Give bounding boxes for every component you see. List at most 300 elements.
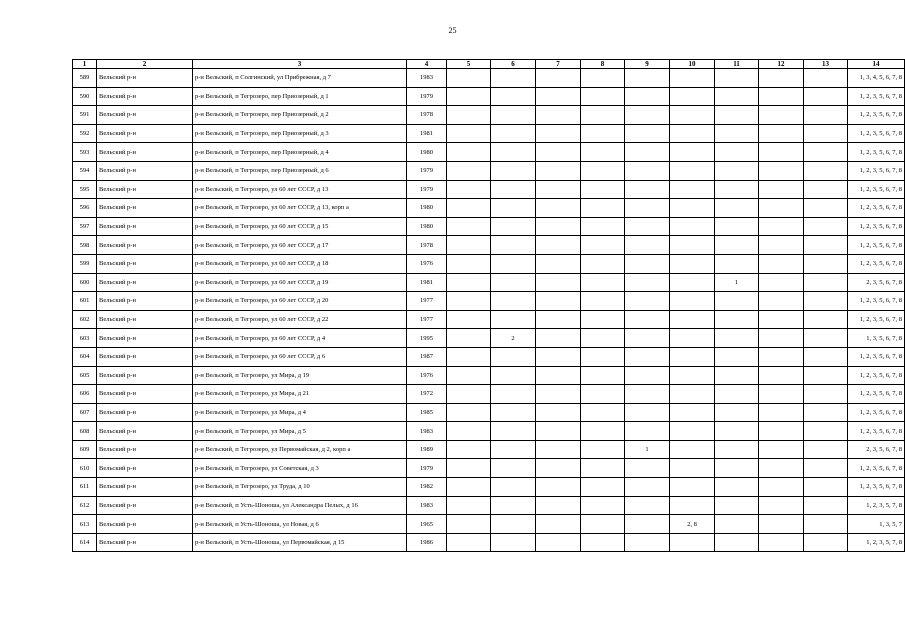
cell-row-number: 589 xyxy=(73,69,97,88)
cell-col-13 xyxy=(804,292,848,311)
cell-col-9 xyxy=(625,515,670,534)
cell-district: Вельский р-н xyxy=(97,292,193,311)
cell-col-12 xyxy=(759,292,804,311)
cell-col-8 xyxy=(581,329,625,348)
table-row xyxy=(73,440,905,459)
cell-col-9 xyxy=(625,124,670,143)
cell-col-11 xyxy=(715,199,759,218)
cell-col-9 xyxy=(625,533,670,552)
cell-year: 1995 xyxy=(407,329,447,348)
table-row xyxy=(73,124,905,143)
cell-district: Вельский р-н xyxy=(97,478,193,497)
cell-col-14: 1, 2, 3, 5, 6, 7, 8 xyxy=(848,87,905,106)
cell-col-9 xyxy=(625,254,670,273)
cell-col-7 xyxy=(536,459,581,478)
cell-col-11 xyxy=(715,459,759,478)
cell-col-10 xyxy=(670,292,715,311)
table-row xyxy=(73,69,905,88)
table-row xyxy=(73,106,905,125)
table-row xyxy=(73,87,905,106)
cell-col-12 xyxy=(759,143,804,162)
cell-year: 1977 xyxy=(407,310,447,329)
cell-year: 1979 xyxy=(407,87,447,106)
cell-district: Вельский р-н xyxy=(97,533,193,552)
cell-col-10 xyxy=(670,87,715,106)
cell-year: 1981 xyxy=(407,273,447,292)
table-row xyxy=(73,273,905,292)
cell-col-7 xyxy=(536,422,581,441)
cell-address: р-н Вельский, п Тегрозеро, ул Мира, д 19 xyxy=(193,366,407,385)
cell-col-7 xyxy=(536,329,581,348)
cell-col-5 xyxy=(447,459,491,478)
cell-address: р-н Вельский, п Тегрозеро, ул 60 лет СССР, д 17 xyxy=(193,236,407,255)
cell-row-number: 608 xyxy=(73,422,97,441)
cell-col-13 xyxy=(804,124,848,143)
cell-col-9 xyxy=(625,180,670,199)
table-row xyxy=(73,254,905,273)
cell-col-9 xyxy=(625,217,670,236)
cell-col-14: 1, 2, 3, 5, 6, 7, 8 xyxy=(848,422,905,441)
table-row xyxy=(73,292,905,311)
cell-col-10 xyxy=(670,385,715,404)
cell-row-number: 599 xyxy=(73,254,97,273)
cell-col-13 xyxy=(804,496,848,515)
cell-col-6 xyxy=(491,292,536,311)
cell-col-8 xyxy=(581,385,625,404)
cell-col-9 xyxy=(625,496,670,515)
cell-year: 1979 xyxy=(407,180,447,199)
cell-col-5 xyxy=(447,69,491,88)
cell-district: Вельский р-н xyxy=(97,161,193,180)
cell-col-13 xyxy=(804,385,848,404)
cell-district: Вельский р-н xyxy=(97,440,193,459)
cell-col-12 xyxy=(759,236,804,255)
cell-col-11 xyxy=(715,440,759,459)
cell-row-number: 601 xyxy=(73,292,97,311)
cell-col-8 xyxy=(581,236,625,255)
table-row xyxy=(73,515,905,534)
table-row xyxy=(73,199,905,218)
cell-district: Вельский р-н xyxy=(97,236,193,255)
cell-year: 1979 xyxy=(407,459,447,478)
cell-col-13 xyxy=(804,69,848,88)
cell-col-9 xyxy=(625,478,670,497)
cell-col-8 xyxy=(581,87,625,106)
cell-col-6 xyxy=(491,515,536,534)
cell-col-11 xyxy=(715,310,759,329)
table-row xyxy=(73,180,905,199)
cell-col-12 xyxy=(759,533,804,552)
cell-col-7 xyxy=(536,161,581,180)
cell-col-11 xyxy=(715,254,759,273)
table-body xyxy=(73,69,905,552)
cell-col-7 xyxy=(536,515,581,534)
cell-col-13 xyxy=(804,161,848,180)
cell-col-10 xyxy=(670,478,715,497)
cell-col-5 xyxy=(447,217,491,236)
cell-year: 1965 xyxy=(407,515,447,534)
cell-row-number: 607 xyxy=(73,403,97,422)
cell-address: р-н Вельский, п Тегрозеро, ул Мира, д 21 xyxy=(193,385,407,404)
cell-col-11 xyxy=(715,236,759,255)
cell-col-11 xyxy=(715,161,759,180)
cell-col-14: 1, 2, 3, 5, 6, 7, 8 xyxy=(848,143,905,162)
cell-col-6 xyxy=(491,236,536,255)
cell-col-13 xyxy=(804,366,848,385)
cell-col-14: 1, 2, 3, 5, 6, 7, 8 xyxy=(848,180,905,199)
cell-row-number: 590 xyxy=(73,87,97,106)
cell-col-5 xyxy=(447,87,491,106)
cell-col-7 xyxy=(536,236,581,255)
cell-col-10 xyxy=(670,124,715,143)
cell-row-number: 602 xyxy=(73,310,97,329)
cell-col-10 xyxy=(670,440,715,459)
cell-district: Вельский р-н xyxy=(97,422,193,441)
cell-col-11 xyxy=(715,533,759,552)
cell-col-11 xyxy=(715,422,759,441)
cell-col-14: 1, 2, 3, 5, 7, 8 xyxy=(848,496,905,515)
cell-col-13 xyxy=(804,106,848,125)
cell-district: Вельский р-н xyxy=(97,273,193,292)
cell-district: Вельский р-н xyxy=(97,366,193,385)
cell-col-14: 1, 2, 3, 5, 6, 7, 8 xyxy=(848,366,905,385)
cell-col-11 xyxy=(715,478,759,497)
cell-col-12 xyxy=(759,217,804,236)
column-header-1: 1 xyxy=(73,60,97,69)
cell-district: Вельский р-н xyxy=(97,385,193,404)
cell-col-14: 1, 2, 3, 5, 6, 7, 8 xyxy=(848,403,905,422)
cell-col-7 xyxy=(536,217,581,236)
cell-col-14: 1, 2, 3, 5, 6, 7, 8 xyxy=(848,217,905,236)
cell-col-5 xyxy=(447,478,491,497)
table-row xyxy=(73,496,905,515)
cell-address: р-н Вельский, п Тегрозеро, ул 60 лет СССР, д 19 xyxy=(193,273,407,292)
table-row xyxy=(73,347,905,366)
cell-col-14: 1, 3, 5, 7 xyxy=(848,515,905,534)
table-row xyxy=(73,422,905,441)
cell-col-9 xyxy=(625,69,670,88)
cell-col-5 xyxy=(447,366,491,385)
cell-year: 1982 xyxy=(407,478,447,497)
cell-year: 1989 xyxy=(407,440,447,459)
cell-col-7 xyxy=(536,69,581,88)
cell-row-number: 604 xyxy=(73,347,97,366)
cell-address: р-н Вельский, п Тегрозеро, ул 60 лет СССР, д 20 xyxy=(193,292,407,311)
cell-col-11 xyxy=(715,347,759,366)
cell-district: Вельский р-н xyxy=(97,403,193,422)
cell-col-7 xyxy=(536,124,581,143)
cell-col-5 xyxy=(447,199,491,218)
table-row xyxy=(73,217,905,236)
cell-col-9 xyxy=(625,106,670,125)
cell-col-11: 1 xyxy=(715,273,759,292)
cell-district: Вельский р-н xyxy=(97,310,193,329)
table-row xyxy=(73,478,905,497)
cell-col-13 xyxy=(804,515,848,534)
cell-district: Вельский р-н xyxy=(97,143,193,162)
cell-col-13 xyxy=(804,310,848,329)
cell-col-7 xyxy=(536,180,581,199)
cell-col-12 xyxy=(759,459,804,478)
cell-row-number: 614 xyxy=(73,533,97,552)
cell-col-6 xyxy=(491,496,536,515)
column-header-8: 8 xyxy=(581,60,625,69)
cell-col-10 xyxy=(670,422,715,441)
cell-col-6 xyxy=(491,310,536,329)
cell-col-8 xyxy=(581,161,625,180)
cell-year: 1979 xyxy=(407,161,447,180)
cell-col-12 xyxy=(759,422,804,441)
cell-year: 1976 xyxy=(407,366,447,385)
cell-col-14: 2, 3, 5, 6, 7, 8 xyxy=(848,440,905,459)
cell-col-6 xyxy=(491,217,536,236)
cell-row-number: 609 xyxy=(73,440,97,459)
cell-col-8 xyxy=(581,69,625,88)
column-header-13: 13 xyxy=(804,60,848,69)
cell-col-14: 1, 2, 3, 5, 6, 7, 8 xyxy=(848,254,905,273)
cell-col-6 xyxy=(491,385,536,404)
cell-district: Вельский р-н xyxy=(97,124,193,143)
cell-col-7 xyxy=(536,254,581,273)
cell-col-7 xyxy=(536,106,581,125)
cell-col-6 xyxy=(491,347,536,366)
cell-col-12 xyxy=(759,515,804,534)
data-table xyxy=(72,59,905,552)
cell-col-5 xyxy=(447,347,491,366)
cell-district: Вельский р-н xyxy=(97,496,193,515)
cell-col-12 xyxy=(759,254,804,273)
cell-col-10 xyxy=(670,254,715,273)
cell-col-11 xyxy=(715,292,759,311)
cell-col-8 xyxy=(581,199,625,218)
cell-col-13 xyxy=(804,199,848,218)
cell-col-9 xyxy=(625,385,670,404)
table-row xyxy=(73,459,905,478)
cell-row-number: 592 xyxy=(73,124,97,143)
cell-col-12 xyxy=(759,273,804,292)
cell-col-9 xyxy=(625,403,670,422)
table-row xyxy=(73,403,905,422)
cell-col-7 xyxy=(536,87,581,106)
cell-col-6 xyxy=(491,273,536,292)
cell-col-14: 1, 2, 3, 5, 6, 7, 8 xyxy=(848,161,905,180)
cell-col-14: 1, 2, 3, 5, 7, 8 xyxy=(848,533,905,552)
cell-col-9 xyxy=(625,87,670,106)
cell-col-12 xyxy=(759,329,804,348)
cell-address: р-н Вельский, п Солгинский, ул Прибрежная, д 7 xyxy=(193,69,407,88)
cell-col-12 xyxy=(759,347,804,366)
cell-col-7 xyxy=(536,440,581,459)
cell-col-9 xyxy=(625,310,670,329)
cell-col-14: 1, 3, 5, 6, 7, 8 xyxy=(848,329,905,348)
cell-col-12 xyxy=(759,385,804,404)
cell-col-8 xyxy=(581,459,625,478)
cell-row-number: 606 xyxy=(73,385,97,404)
table-row xyxy=(73,310,905,329)
cell-col-9 xyxy=(625,347,670,366)
cell-col-5 xyxy=(447,106,491,125)
cell-col-11 xyxy=(715,87,759,106)
cell-col-11 xyxy=(715,69,759,88)
cell-col-14: 1, 2, 3, 5, 6, 7, 8 xyxy=(848,478,905,497)
cell-col-10 xyxy=(670,347,715,366)
cell-col-13 xyxy=(804,236,848,255)
cell-district: Вельский р-н xyxy=(97,459,193,478)
cell-col-11 xyxy=(715,143,759,162)
cell-col-12 xyxy=(759,124,804,143)
cell-year: 1983 xyxy=(407,422,447,441)
cell-col-10 xyxy=(670,69,715,88)
cell-col-10 xyxy=(670,533,715,552)
cell-col-10 xyxy=(670,329,715,348)
cell-col-13 xyxy=(804,254,848,273)
cell-col-13 xyxy=(804,329,848,348)
cell-col-12 xyxy=(759,199,804,218)
cell-row-number: 593 xyxy=(73,143,97,162)
column-header-2: 2 xyxy=(97,60,193,69)
cell-col-5 xyxy=(447,124,491,143)
cell-col-10 xyxy=(670,459,715,478)
cell-col-14: 2, 3, 5, 6, 7, 8 xyxy=(848,273,905,292)
cell-col-8 xyxy=(581,180,625,199)
column-header-9: 9 xyxy=(625,60,670,69)
cell-col-6 xyxy=(491,106,536,125)
cell-col-8 xyxy=(581,273,625,292)
table-row xyxy=(73,385,905,404)
cell-address: р-н Вельский, п Тегрозеро, ул 60 лет СССР, д 13, корп а xyxy=(193,199,407,218)
cell-year: 1972 xyxy=(407,385,447,404)
cell-col-12 xyxy=(759,440,804,459)
cell-col-11 xyxy=(715,106,759,125)
table-row xyxy=(73,329,905,348)
cell-row-number: 594 xyxy=(73,161,97,180)
cell-col-10 xyxy=(670,180,715,199)
cell-district: Вельский р-н xyxy=(97,199,193,218)
column-header-11: 11 xyxy=(715,60,759,69)
cell-col-14: 1, 2, 3, 5, 6, 7, 8 xyxy=(848,106,905,125)
cell-col-7 xyxy=(536,292,581,311)
cell-col-12 xyxy=(759,106,804,125)
cell-col-5 xyxy=(447,310,491,329)
cell-col-5 xyxy=(447,143,491,162)
cell-col-9 xyxy=(625,292,670,311)
cell-col-6 xyxy=(491,69,536,88)
cell-district: Вельский р-н xyxy=(97,347,193,366)
cell-col-13 xyxy=(804,180,848,199)
cell-col-6 xyxy=(491,533,536,552)
cell-address: р-н Вельский, п Усть-Шоноша, ул Новая, д 6 xyxy=(193,515,407,534)
cell-col-8 xyxy=(581,478,625,497)
column-header-14: 14 xyxy=(848,60,905,69)
cell-col-6 xyxy=(491,459,536,478)
cell-col-7 xyxy=(536,403,581,422)
cell-col-5 xyxy=(447,329,491,348)
cell-col-6 xyxy=(491,199,536,218)
cell-col-5 xyxy=(447,385,491,404)
cell-year: 1980 xyxy=(407,217,447,236)
cell-col-8 xyxy=(581,124,625,143)
cell-row-number: 597 xyxy=(73,217,97,236)
cell-col-13 xyxy=(804,440,848,459)
cell-address: р-н Вельский, п Тегрозеро, ул Мира, д 5 xyxy=(193,422,407,441)
cell-col-12 xyxy=(759,366,804,385)
cell-col-9 xyxy=(625,161,670,180)
column-header-7: 7 xyxy=(536,60,581,69)
cell-district: Вельский р-н xyxy=(97,515,193,534)
cell-year: 1983 xyxy=(407,496,447,515)
cell-col-6 xyxy=(491,366,536,385)
cell-col-14: 1, 2, 3, 5, 6, 7, 8 xyxy=(848,124,905,143)
page-number: 25 xyxy=(448,26,457,35)
table-row xyxy=(73,533,905,552)
column-header-3: 3 xyxy=(193,60,407,69)
table-row xyxy=(73,143,905,162)
cell-col-5 xyxy=(447,403,491,422)
cell-col-14: 1, 2, 3, 5, 6, 7, 8 xyxy=(848,292,905,311)
cell-col-10 xyxy=(670,273,715,292)
cell-address: р-н Вельский, п Тегрозеро, ул 60 лет СССР, д 18 xyxy=(193,254,407,273)
cell-year: 1980 xyxy=(407,143,447,162)
cell-year: 1978 xyxy=(407,106,447,125)
cell-col-5 xyxy=(447,180,491,199)
cell-col-13 xyxy=(804,87,848,106)
cell-year: 1983 xyxy=(407,69,447,88)
cell-col-13 xyxy=(804,217,848,236)
cell-col-5 xyxy=(447,161,491,180)
cell-year: 1981 xyxy=(407,124,447,143)
column-header-6: 6 xyxy=(491,60,536,69)
cell-address: р-н Вельский, п Тегрозеро, пер Приозерный, д 3 xyxy=(193,124,407,143)
cell-col-7 xyxy=(536,478,581,497)
column-header-12: 12 xyxy=(759,60,804,69)
cell-address: р-н Вельский, п Тегрозеро, ул Первомайская, д 2, корп а xyxy=(193,440,407,459)
cell-col-7 xyxy=(536,385,581,404)
cell-col-12 xyxy=(759,478,804,497)
cell-row-number: 591 xyxy=(73,106,97,125)
cell-col-12 xyxy=(759,310,804,329)
cell-row-number: 612 xyxy=(73,496,97,515)
table-row xyxy=(73,236,905,255)
cell-row-number: 600 xyxy=(73,273,97,292)
cell-col-8 xyxy=(581,533,625,552)
cell-col-13 xyxy=(804,422,848,441)
cell-col-5 xyxy=(447,273,491,292)
cell-col-7 xyxy=(536,273,581,292)
cell-col-10: 2, 8 xyxy=(670,515,715,534)
cell-col-8 xyxy=(581,403,625,422)
cell-row-number: 603 xyxy=(73,329,97,348)
cell-row-number: 611 xyxy=(73,478,97,497)
cell-col-12 xyxy=(759,161,804,180)
cell-district: Вельский р-н xyxy=(97,180,193,199)
column-header-4: 4 xyxy=(407,60,447,69)
cell-col-6 xyxy=(491,254,536,273)
cell-col-12 xyxy=(759,180,804,199)
cell-col-9: 1 xyxy=(625,440,670,459)
cell-col-12 xyxy=(759,69,804,88)
cell-col-9 xyxy=(625,236,670,255)
cell-col-5 xyxy=(447,292,491,311)
cell-col-8 xyxy=(581,143,625,162)
cell-col-12 xyxy=(759,496,804,515)
cell-col-8 xyxy=(581,515,625,534)
cell-col-7 xyxy=(536,143,581,162)
cell-row-number: 613 xyxy=(73,515,97,534)
cell-col-5 xyxy=(447,254,491,273)
column-header-10: 10 xyxy=(670,60,715,69)
cell-col-6 xyxy=(491,161,536,180)
cell-col-8 xyxy=(581,106,625,125)
